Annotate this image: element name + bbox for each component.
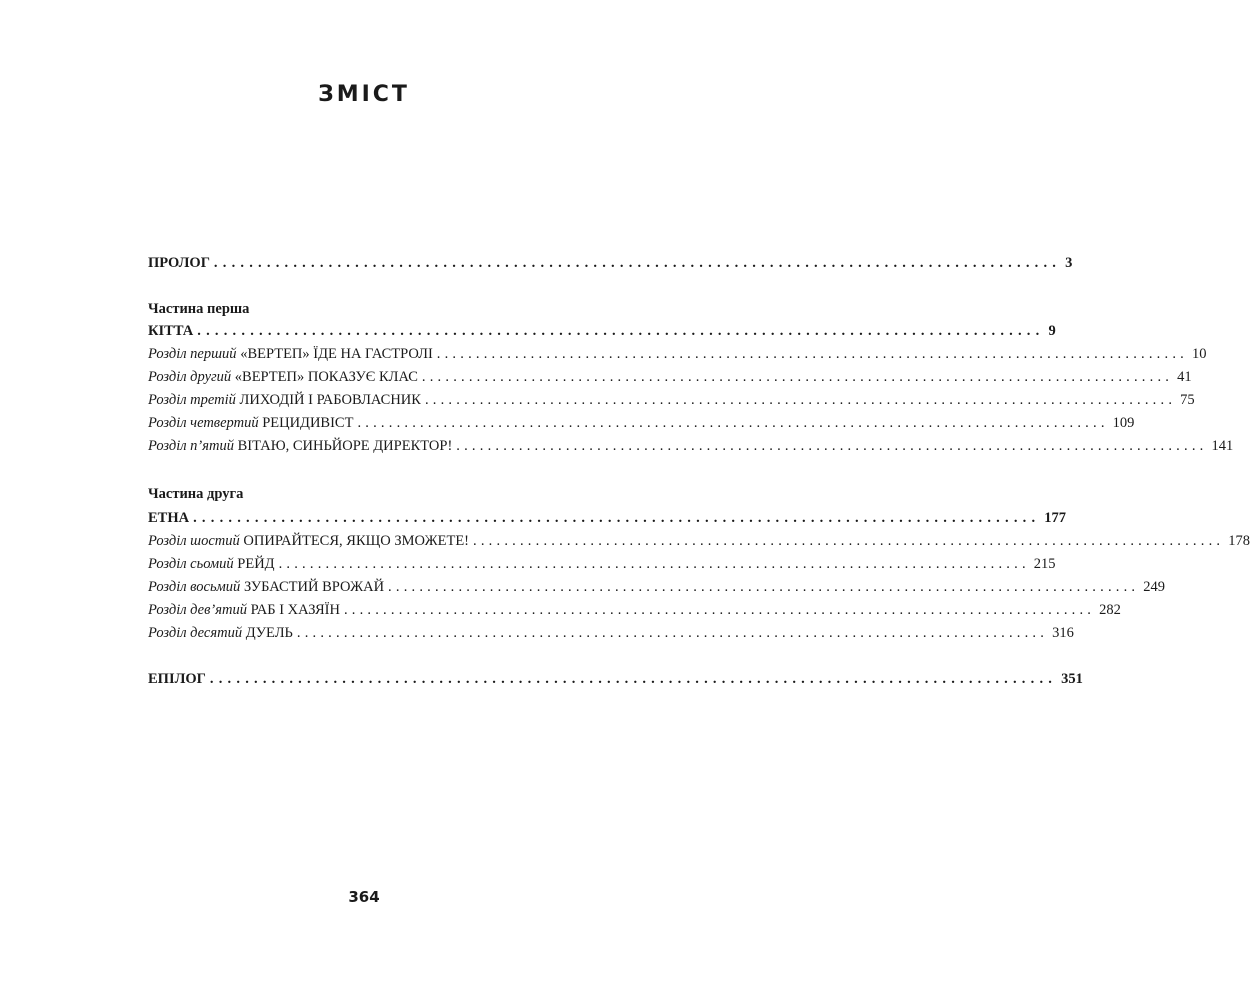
toc-entry-label — [148, 553, 275, 575]
chapter-title: ЛИХОДІЙ І РАБОВЛАСНИК — [239, 392, 421, 408]
toc-entry-label — [148, 366, 418, 388]
toc-entry-label — [148, 599, 340, 621]
chapter-prefix: Розділ десятий — [148, 625, 243, 641]
toc-entry-page: 351 — [1061, 671, 1083, 687]
chapter-prefix: Розділ сьомий — [148, 556, 234, 572]
toc-entry-page: 316 — [1052, 625, 1074, 641]
toc-entry-page: 249 — [1143, 579, 1165, 595]
toc-entry-label: КІТТА — [148, 323, 194, 339]
chapter-title: РЕЦИДИВІСТ — [262, 415, 354, 431]
dot-leader: ................................................................................................ — [278, 556, 1030, 572]
toc-entry-label: ЕПІЛОГ — [148, 671, 206, 687]
toc-entry-page: 10 — [1191, 346, 1207, 362]
toc-entry-prologue[interactable] — [148, 252, 1073, 274]
page-title: ЗМІСТ — [318, 82, 410, 107]
dot-leader: ................................................................................................ — [456, 438, 1208, 454]
chapter-title: ЗУБАСТИЙ ВРОЖАЙ — [243, 579, 385, 595]
toc-entry-epilogue[interactable] — [148, 668, 1083, 690]
dot-leader: ................................................................................................ — [197, 323, 1045, 339]
chapter-prefix: Розділ другий — [148, 369, 232, 385]
toc-entry-chapter[interactable] — [148, 389, 1195, 411]
toc-entry-page: 109 — [1112, 415, 1135, 431]
toc-entry-chapter[interactable] — [148, 412, 1135, 434]
chapter-title: ДУЕЛЬ — [245, 625, 293, 641]
toc-entry-label — [148, 435, 452, 457]
chapter-prefix: Розділ восьмий — [148, 579, 241, 595]
dot-leader: ................................................................................................ — [209, 671, 1058, 687]
dot-leader: ................................................................................................ — [296, 625, 1049, 641]
toc-entry-label — [148, 412, 353, 434]
dot-leader: ................................................................................................ — [473, 533, 1225, 549]
toc-entry-page: 75 — [1180, 392, 1195, 408]
toc-entry-chapter[interactable] — [148, 553, 1056, 575]
toc-entry-chapter[interactable] — [148, 530, 1250, 552]
toc-entry-chapter[interactable] — [148, 343, 1207, 365]
part-heading: Частина перша — [148, 301, 250, 317]
dot-leader: ................................................................................................ — [421, 369, 1174, 385]
dot-leader: ................................................................................................ — [436, 346, 1188, 362]
toc-entry-chapter[interactable] — [148, 576, 1165, 598]
toc-entry-label — [148, 530, 469, 552]
dot-leader: ................................................................................................ — [343, 602, 1096, 618]
chapter-prefix: Розділ четвертий — [148, 415, 259, 431]
toc-entry-page: 282 — [1099, 602, 1121, 618]
dot-leader: ................................................................................................ — [357, 415, 1109, 431]
toc-entry-label — [148, 576, 384, 598]
toc-entry-part-name[interactable] — [148, 507, 1067, 529]
chapter-title: РЕЙД — [237, 556, 275, 572]
chapter-prefix: Розділ перший — [148, 346, 237, 362]
dot-leader: ................................................................................................ — [193, 510, 1041, 526]
toc-entry-page: 3 — [1065, 255, 1073, 271]
dot-leader: ................................................................................................ — [213, 255, 1062, 271]
chapter-prefix: Розділ п’ятий — [148, 438, 234, 454]
toc-entry-label: ПРОЛОГ — [148, 255, 210, 271]
chapter-title: «ВЕРТЕП» ЇДЕ НА ГАСТРОЛІ — [240, 346, 433, 362]
toc-entry-part-name[interactable] — [148, 320, 1056, 342]
toc-entry-chapter[interactable] — [148, 622, 1074, 644]
toc-entry-label — [148, 622, 293, 644]
toc-entry-page: 41 — [1177, 369, 1192, 385]
chapter-title: ВІТАЮ, СИНЬЙОРЕ ДИРЕКТОР! — [237, 438, 453, 454]
toc-entry-page: 9 — [1048, 323, 1056, 339]
chapter-prefix: Розділ дев’ятий — [148, 602, 247, 618]
toc-entry-chapter[interactable] — [148, 599, 1121, 621]
chapter-title: «ВЕРТЕП» ПОКАЗУЄ КЛАС — [234, 369, 418, 385]
toc-entry-label — [148, 343, 433, 365]
part-heading: Частина друга — [148, 486, 244, 502]
toc-entry-page: 178 — [1228, 533, 1250, 549]
toc-entry-page: 141 — [1211, 438, 1234, 454]
toc-entry-label — [148, 389, 421, 411]
toc-entry-page: 215 — [1033, 556, 1056, 572]
dot-leader: ................................................................................................ — [388, 579, 1140, 595]
toc-entry-page: 177 — [1044, 510, 1067, 526]
toc-entry-chapter[interactable] — [148, 435, 1234, 457]
chapter-title: РАБ І ХАЗЯЇН — [250, 602, 340, 618]
toc-entry-label: ЕТНА — [148, 510, 190, 526]
page-number: 364 — [348, 888, 380, 906]
chapter-prefix: Розділ третій — [148, 392, 236, 408]
toc-entry-chapter[interactable] — [148, 366, 1192, 388]
chapter-prefix: Розділ шостий — [148, 533, 240, 549]
dot-leader: ................................................................................................ — [424, 392, 1177, 408]
chapter-title: ОПИРАЙТЕСЯ, ЯКЩО ЗМОЖЕТЕ! — [243, 533, 470, 549]
